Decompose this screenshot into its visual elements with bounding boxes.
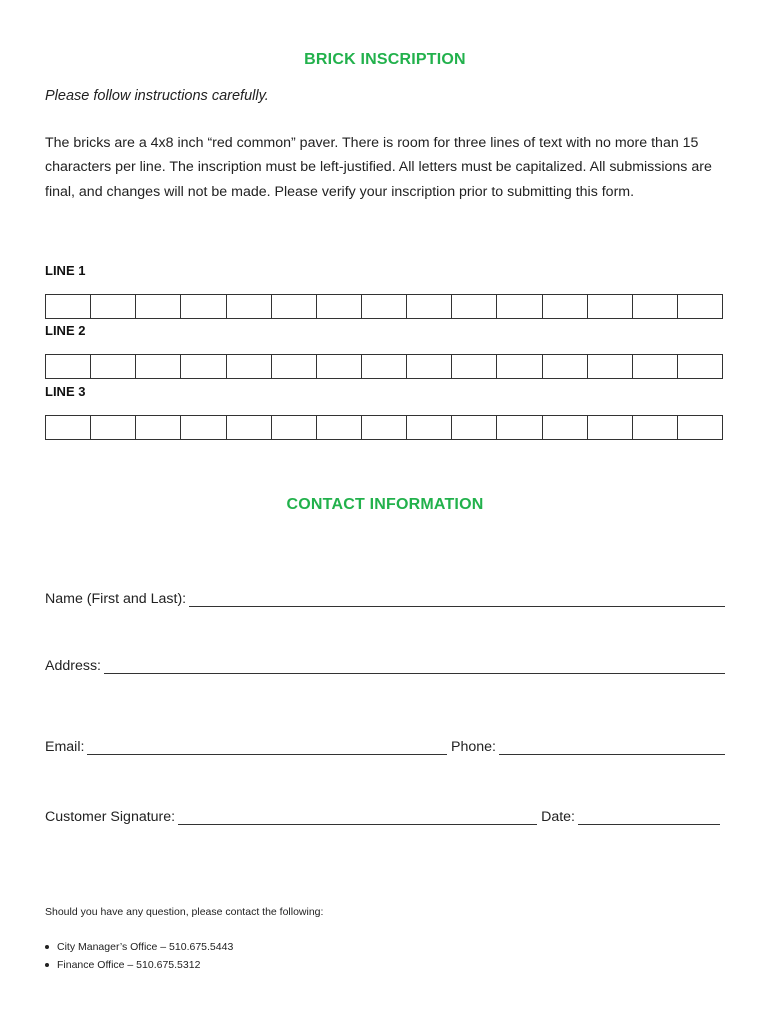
phone-label: Phone: bbox=[451, 739, 496, 755]
character-box[interactable] bbox=[181, 416, 226, 439]
line-3-label: LINE 3 bbox=[45, 384, 86, 399]
character-box[interactable] bbox=[227, 355, 272, 378]
character-box[interactable] bbox=[91, 416, 136, 439]
character-box[interactable] bbox=[678, 355, 722, 378]
line-1-label: LINE 1 bbox=[45, 263, 86, 278]
character-box[interactable] bbox=[91, 295, 136, 318]
date-input[interactable] bbox=[578, 810, 720, 825]
contact-heading: CONTACT INFORMATION bbox=[286, 496, 484, 513]
date-label: Date: bbox=[541, 809, 575, 825]
character-box[interactable] bbox=[272, 355, 317, 378]
bullet-icon bbox=[45, 945, 49, 949]
character-box[interactable] bbox=[588, 295, 633, 318]
character-box[interactable] bbox=[227, 295, 272, 318]
character-box[interactable] bbox=[633, 355, 678, 378]
character-box[interactable] bbox=[633, 416, 678, 439]
list-item: City Manager’s Office – 510.675.5443 bbox=[45, 938, 233, 956]
name-field-row bbox=[45, 591, 725, 607]
line-2-label: LINE 2 bbox=[45, 323, 86, 338]
character-box[interactable] bbox=[678, 295, 722, 318]
contact-list bbox=[45, 938, 233, 974]
character-box[interactable] bbox=[633, 295, 678, 318]
character-box[interactable] bbox=[317, 416, 362, 439]
address-input[interactable] bbox=[104, 659, 725, 674]
instructions-text: Please follow instructions carefully. bbox=[45, 88, 269, 104]
character-box[interactable] bbox=[46, 416, 91, 439]
character-box[interactable] bbox=[136, 295, 181, 318]
character-box[interactable] bbox=[497, 355, 542, 378]
line-2-grid[interactable] bbox=[45, 354, 723, 379]
signature-input[interactable] bbox=[178, 810, 537, 825]
phone-input[interactable] bbox=[499, 740, 725, 755]
character-box[interactable] bbox=[543, 416, 588, 439]
character-box[interactable] bbox=[272, 416, 317, 439]
character-box[interactable] bbox=[136, 355, 181, 378]
character-box[interactable] bbox=[452, 355, 497, 378]
character-box[interactable] bbox=[407, 355, 452, 378]
character-box[interactable] bbox=[407, 416, 452, 439]
character-box[interactable] bbox=[362, 295, 407, 318]
character-box[interactable] bbox=[317, 355, 362, 378]
character-box[interactable] bbox=[497, 416, 542, 439]
email-input[interactable] bbox=[87, 740, 447, 755]
name-label: Name (First and Last): bbox=[45, 591, 187, 607]
email-phone-row bbox=[45, 739, 725, 755]
character-box[interactable] bbox=[91, 355, 136, 378]
character-box[interactable] bbox=[227, 416, 272, 439]
contact-intro-text: Should you have any question, please contact the following: bbox=[45, 906, 324, 918]
description-paragraph: The bricks are a 4x8 inch “red common” paver. There is room for three lines of text with no more than 15 characters per line. The inscription must be left-justified. All letters must be capitalized. All submissions are final, and changes will not be made. Please verify your inscription prior to submitting this form. bbox=[45, 135, 712, 200]
character-box[interactable] bbox=[588, 355, 633, 378]
character-box[interactable] bbox=[452, 295, 497, 318]
signature-label: Customer Signature: bbox=[45, 809, 176, 825]
character-box[interactable] bbox=[588, 416, 633, 439]
character-box[interactable] bbox=[272, 295, 317, 318]
bullet-icon bbox=[45, 963, 49, 967]
address-label: Address: bbox=[45, 658, 101, 674]
character-box[interactable] bbox=[407, 295, 452, 318]
character-box[interactable] bbox=[46, 355, 91, 378]
character-box[interactable] bbox=[362, 355, 407, 378]
character-box[interactable] bbox=[181, 355, 226, 378]
list-item: Finance Office – 510.675.5312 bbox=[45, 956, 233, 974]
character-box[interactable] bbox=[362, 416, 407, 439]
character-box[interactable] bbox=[452, 416, 497, 439]
name-input[interactable] bbox=[189, 592, 725, 607]
character-box[interactable] bbox=[543, 295, 588, 318]
character-box[interactable] bbox=[136, 416, 181, 439]
signature-date-row bbox=[45, 809, 720, 825]
email-label: Email: bbox=[45, 739, 85, 755]
character-box[interactable] bbox=[497, 295, 542, 318]
character-box[interactable] bbox=[678, 416, 722, 439]
character-box[interactable] bbox=[317, 295, 362, 318]
character-box[interactable] bbox=[46, 295, 91, 318]
address-field-row bbox=[45, 658, 725, 674]
line-1-grid[interactable] bbox=[45, 294, 723, 319]
page-title: BRICK INSCRIPTION bbox=[304, 51, 466, 68]
line-3-grid[interactable] bbox=[45, 415, 723, 440]
character-box[interactable] bbox=[543, 355, 588, 378]
character-box[interactable] bbox=[181, 295, 226, 318]
